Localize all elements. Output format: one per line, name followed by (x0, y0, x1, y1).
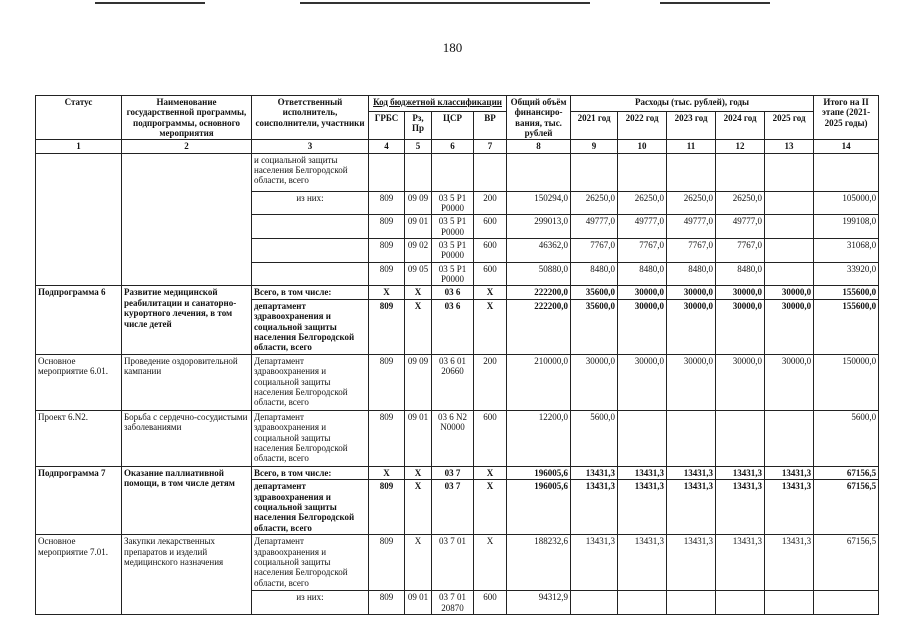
name-cell: Оказание паллиативной помощи, в том числе детям (122, 466, 252, 534)
executor-cell: Всего, в том числе: (252, 466, 369, 479)
header-grbs: ГРБС (369, 111, 405, 139)
rzpr-cell: 09 05 (405, 262, 432, 286)
y2024-cell: 30000,0 (716, 286, 765, 299)
vr-cell: Х (474, 480, 507, 535)
budget-table (35, 95, 879, 615)
vr-cell: 600 (474, 215, 507, 239)
y2021-cell: 35600,0 (571, 286, 618, 299)
y2025-cell: 30000,0 (765, 299, 814, 354)
rzpr-cell: 09 09 (405, 354, 432, 410)
executor-cell (252, 262, 369, 286)
y2023-cell: 7767,0 (667, 239, 716, 263)
y2022-cell (618, 410, 667, 466)
col-num: 1 (36, 140, 122, 153)
grbs-cell: Х (369, 286, 405, 299)
y2024-cell: 13431,3 (716, 480, 765, 535)
total-cell: 94312,9 (507, 591, 571, 615)
y2025-cell (765, 410, 814, 466)
y2023-cell: 30000,0 (667, 354, 716, 410)
grbs-cell: 809 (369, 480, 405, 535)
csr-cell: 03 5 P1 P0000 (432, 191, 474, 215)
scan-mark (660, 2, 770, 4)
y2021-cell: 13431,3 (571, 480, 618, 535)
y2024-cell (716, 591, 765, 615)
y2023-cell (667, 153, 716, 191)
sum-cell: 67156,5 (814, 480, 879, 535)
col-num: 14 (814, 140, 879, 153)
y2021-cell (571, 591, 618, 615)
total-cell: 46362,0 (507, 239, 571, 263)
csr-cell: 03 5 P1 P0000 (432, 239, 474, 263)
col-num: 12 (716, 140, 765, 153)
y2024-cell: 26250,0 (716, 191, 765, 215)
sum-cell: 67156,5 (814, 535, 879, 591)
vr-cell: 200 (474, 191, 507, 215)
total-cell: 50880,0 (507, 262, 571, 286)
col-num: 10 (618, 140, 667, 153)
col-num: 4 (369, 140, 405, 153)
total-cell: 299013,0 (507, 215, 571, 239)
csr-cell: 03 7 01 (432, 535, 474, 591)
status-cell: Подпрограмма 6 (36, 286, 122, 354)
grbs-cell: 809 (369, 239, 405, 263)
csr-cell: 03 5 P1 P0000 (432, 262, 474, 286)
grbs-cell: 809 (369, 191, 405, 215)
csr-cell: 03 6 (432, 286, 474, 299)
y2023-cell (667, 591, 716, 615)
header-rzpr: Рз, Пр (405, 111, 432, 139)
rzpr-cell: 09 02 (405, 239, 432, 263)
y2023-cell: 13431,3 (667, 535, 716, 591)
header-total-funding: Общий объём финансиро-вания, тыс. рублей (507, 96, 571, 140)
total-cell: 12200,0 (507, 410, 571, 466)
y2022-cell: 13431,3 (618, 466, 667, 479)
status-cell (36, 153, 122, 286)
rzpr-cell: Х (405, 299, 432, 354)
rzpr-cell: 09 01 (405, 215, 432, 239)
name-cell: Развитие медицинской реабилитации и санаторно-курортного лечения, в том числе детей (122, 286, 252, 354)
executor-cell (252, 239, 369, 263)
rzpr-cell: Х (405, 466, 432, 479)
rzpr-cell: 09 09 (405, 191, 432, 215)
y2025-cell (765, 591, 814, 615)
executor-cell: Департамент здравоохранения и социальной защиты населения Белгородской области, всего (252, 410, 369, 466)
sum-cell (814, 591, 879, 615)
vr-cell: 600 (474, 239, 507, 263)
y2024-cell: 13431,3 (716, 466, 765, 479)
csr-cell: 03 6 (432, 299, 474, 354)
y2024-cell: 7767,0 (716, 239, 765, 263)
col-num: 6 (432, 140, 474, 153)
sum-cell: 31068,0 (814, 239, 879, 263)
sum-cell: 33920,0 (814, 262, 879, 286)
col-num: 2 (122, 140, 252, 153)
sum-cell: 105000,0 (814, 191, 879, 215)
y2022-cell (618, 591, 667, 615)
vr-cell: Х (474, 535, 507, 591)
sum-cell: 5600,0 (814, 410, 879, 466)
y2023-cell: 13431,3 (667, 480, 716, 535)
col-num: 7 (474, 140, 507, 153)
y2024-cell (716, 153, 765, 191)
vr-cell: 600 (474, 591, 507, 615)
csr-cell: 03 7 (432, 466, 474, 479)
rzpr-cell: 09 01 (405, 410, 432, 466)
y2022-cell: 30000,0 (618, 286, 667, 299)
header-2021: 2021 год (571, 111, 618, 139)
total-cell: 210000,0 (507, 354, 571, 410)
vr-cell: Х (474, 286, 507, 299)
y2023-cell: 8480,0 (667, 262, 716, 286)
rzpr-cell: Х (405, 286, 432, 299)
header-csr: ЦСР (432, 111, 474, 139)
y2021-cell: 26250,0 (571, 191, 618, 215)
y2023-cell: 26250,0 (667, 191, 716, 215)
col-num: 11 (667, 140, 716, 153)
executor-cell: Департамент здравоохранения и социальной защиты населения Белгородской области, всего (252, 535, 369, 591)
header-2024: 2024 год (716, 111, 765, 139)
y2024-cell (716, 410, 765, 466)
executor-cell: департамент здравоохранения и социальной защиты населения Белгородской области, всего (252, 480, 369, 535)
page-number: 180 (442, 40, 463, 55)
total-cell: 222200,0 (507, 299, 571, 354)
y2022-cell: 30000,0 (618, 299, 667, 354)
grbs-cell: 809 (369, 354, 405, 410)
grbs-cell: 809 (369, 591, 405, 615)
executor-cell: Департамент здравоохранения и социальной защиты населения Белгородской области, всего (252, 354, 369, 410)
y2021-cell: 35600,0 (571, 299, 618, 354)
vr-cell: 600 (474, 410, 507, 466)
status-cell: Подпрограмма 7 (36, 466, 122, 534)
y2025-cell: 13431,3 (765, 480, 814, 535)
header-expenses: Расходы (тыс. рублей), годы (571, 96, 814, 112)
column-number-row (36, 140, 879, 153)
y2024-cell: 30000,0 (716, 354, 765, 410)
grbs-cell: 809 (369, 299, 405, 354)
csr-cell: 03 5 P1 P0000 (432, 215, 474, 239)
total-cell: 188232,6 (507, 535, 571, 591)
status-cell: Проект 6.N2. (36, 410, 122, 466)
csr-cell: 03 7 01 20870 (432, 591, 474, 615)
vr-cell: 200 (474, 354, 507, 410)
csr-cell (432, 153, 474, 191)
y2023-cell: 30000,0 (667, 299, 716, 354)
vr-cell: 600 (474, 262, 507, 286)
header-name: Наименование государственной программы, подпрограммы, основного мероприятия (122, 96, 252, 140)
executor-cell: из них: (252, 191, 369, 215)
y2025-cell: 13431,3 (765, 466, 814, 479)
executor-cell (252, 215, 369, 239)
y2025-cell: 30000,0 (765, 354, 814, 410)
col-num: 5 (405, 140, 432, 153)
y2022-cell: 7767,0 (618, 239, 667, 263)
vr-cell: Х (474, 299, 507, 354)
header-row (36, 96, 879, 112)
y2023-cell: 13431,3 (667, 466, 716, 479)
y2022-cell: 26250,0 (618, 191, 667, 215)
rzpr-cell: Х (405, 535, 432, 591)
table-row (36, 354, 879, 410)
y2022-cell: 8480,0 (618, 262, 667, 286)
y2023-cell: 30000,0 (667, 286, 716, 299)
scan-mark (300, 2, 590, 4)
grbs-cell: 809 (369, 535, 405, 591)
y2021-cell: 13431,3 (571, 535, 618, 591)
status-cell: Основное мероприятие 7.01. (36, 535, 122, 615)
y2021-cell: 8480,0 (571, 262, 618, 286)
total-cell (507, 153, 571, 191)
csr-cell: 03 6 N2 N0000 (432, 410, 474, 466)
sum-cell (814, 153, 879, 191)
grbs-cell: 809 (369, 215, 405, 239)
grbs-cell: Х (369, 466, 405, 479)
y2022-cell: 30000,0 (618, 354, 667, 410)
table-row (36, 535, 879, 591)
y2024-cell: 30000,0 (716, 299, 765, 354)
name-cell: Борьба с сердечно-сосудистыми заболеваниями (122, 410, 252, 466)
col-num: 3 (252, 140, 369, 153)
header-executor: Ответственный исполнитель, соисполнители, участники (252, 96, 369, 140)
table-row (36, 153, 879, 191)
y2023-cell: 49777,0 (667, 215, 716, 239)
col-num: 13 (765, 140, 814, 153)
y2021-cell: 30000,0 (571, 354, 618, 410)
executor-cell: и социальной защиты населения Белгородской области, всего (252, 153, 369, 191)
y2021-cell: 7767,0 (571, 239, 618, 263)
y2024-cell: 13431,3 (716, 535, 765, 591)
csr-cell: 03 6 01 20660 (432, 354, 474, 410)
csr-cell: 03 7 (432, 480, 474, 535)
y2021-cell (571, 153, 618, 191)
y2025-cell (765, 215, 814, 239)
executor-cell: из них: (252, 591, 369, 615)
y2023-cell (667, 410, 716, 466)
name-cell (122, 153, 252, 286)
grbs-cell: 809 (369, 410, 405, 466)
table-row (36, 286, 879, 299)
name-cell: Закупки лекарственных препаратов и изделий медицинского назначения (122, 535, 252, 615)
rzpr-cell (405, 153, 432, 191)
y2024-cell: 8480,0 (716, 262, 765, 286)
y2024-cell: 49777,0 (716, 215, 765, 239)
grbs-cell (369, 153, 405, 191)
total-cell: 196005,6 (507, 466, 571, 479)
sum-cell: 155600,0 (814, 299, 879, 354)
sum-cell: 155600,0 (814, 286, 879, 299)
y2025-cell (765, 153, 814, 191)
y2025-cell (765, 239, 814, 263)
col-num: 9 (571, 140, 618, 153)
header-2022: 2022 год (618, 111, 667, 139)
total-cell: 196005,6 (507, 480, 571, 535)
vr-cell (474, 153, 507, 191)
col-num: 8 (507, 140, 571, 153)
sum-cell: 199108,0 (814, 215, 879, 239)
rzpr-cell: Х (405, 480, 432, 535)
y2022-cell (618, 153, 667, 191)
header-2025: 2025 год (765, 111, 814, 139)
table-row (36, 410, 879, 466)
grbs-cell: 809 (369, 262, 405, 286)
header-status: Статус (36, 96, 122, 140)
status-cell: Основное мероприятие 6.01. (36, 354, 122, 410)
total-cell: 222200,0 (507, 286, 571, 299)
y2022-cell: 49777,0 (618, 215, 667, 239)
header-stage-total: Итого на II этапе (2021-2025 годы) (814, 96, 879, 140)
table-row (36, 466, 879, 479)
header-vr: ВР (474, 111, 507, 139)
y2021-cell: 13431,3 (571, 466, 618, 479)
executor-cell: департамент здравоохранения и социальной защиты населения Белгородской области, всего (252, 299, 369, 354)
header-budget-code: Код бюджетной классификации (369, 96, 507, 112)
sum-cell: 150000,0 (814, 354, 879, 410)
sum-cell: 67156,5 (814, 466, 879, 479)
y2025-cell: 30000,0 (765, 286, 814, 299)
y2022-cell: 13431,3 (618, 480, 667, 535)
vr-cell: Х (474, 466, 507, 479)
y2021-cell: 49777,0 (571, 215, 618, 239)
y2025-cell (765, 262, 814, 286)
y2025-cell (765, 191, 814, 215)
scan-mark (95, 2, 205, 4)
y2025-cell: 13431,3 (765, 535, 814, 591)
name-cell: Проведение оздоровительной кампании (122, 354, 252, 410)
executor-cell: Всего, в том числе: (252, 286, 369, 299)
y2022-cell: 13431,3 (618, 535, 667, 591)
header-2023: 2023 год (667, 111, 716, 139)
y2021-cell: 5600,0 (571, 410, 618, 466)
total-cell: 150294,0 (507, 191, 571, 215)
rzpr-cell: 09 01 (405, 591, 432, 615)
